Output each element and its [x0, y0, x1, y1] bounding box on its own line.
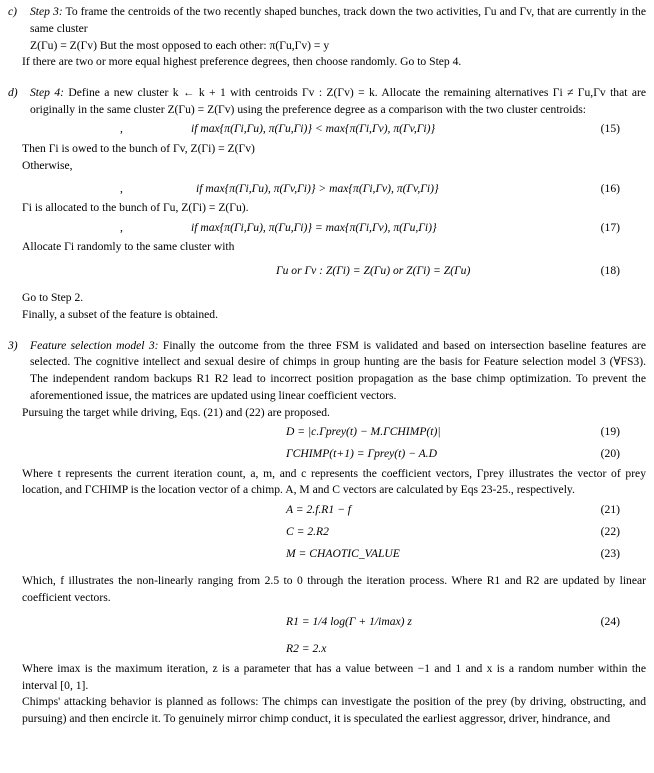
equation-21-expr: A = 2.f.R1 − f	[286, 502, 352, 516]
model3-pursuing: Pursuing the target while driving, Eqs. (21) and (22) are proposed.	[22, 405, 330, 419]
model3-which: Which, f illustrates the non-linearly ranging from 2.5 to 0 through the iteration process. Where R1 and R2 are updated by linear coefficient vectors.	[22, 574, 646, 604]
equation-19-expr: D = |c.Γprey(t) − M.ΓCHIMP(t)|	[286, 425, 441, 439]
equation-15-number: (15)	[600, 122, 620, 136]
equation-23	[8, 543, 646, 565]
equation-17: , if max{π(Γi,Γu), π(Γu,Γi)} = max{π(Γi,Γv), π(Γu,Γi)} (17)	[8, 217, 646, 239]
equation-17-expr: if max{π(Γi,Γu), π(Γu,Γi)} = max{π(Γi,Γv), π(Γu,Γi)}	[191, 220, 437, 234]
equation-24	[8, 607, 646, 639]
step-d-title: Step 4:	[30, 86, 64, 100]
equation-17-number: (17)	[600, 220, 620, 234]
equation-19	[8, 422, 646, 444]
equation-21-number: (21)	[600, 502, 620, 516]
step-c-line2: Z(Γu) = Z(Γv) But the most opposed to each other: π(Γu,Γv) = y	[30, 38, 330, 52]
equation-18-number: (18)	[600, 263, 620, 277]
equation-25	[8, 639, 646, 661]
equation-21	[8, 499, 646, 521]
step-d-otherwise: Otherwise,	[22, 158, 73, 172]
equation-16-expr: if max{π(Γi,Γu), π(Γv,Γi)} > max{π(Γi,Γv), π(Γv,Γi)}	[196, 181, 439, 195]
equation-16-number: (16)	[600, 181, 620, 195]
equation-16: , if max{π(Γi,Γu), π(Γv,Γi)} > max{π(Γi,Γv), π(Γv,Γi)} (16)	[8, 178, 646, 200]
equation-19-number: (19)	[600, 425, 620, 439]
step-c-title: Step 3:	[30, 5, 63, 18]
step-c-line3: If there are two or more equal highest preference degrees, then choose randomly. Go to Step 4.	[22, 55, 462, 69]
equation-25-expr: R2 = 2.x	[286, 642, 327, 656]
equation-18-expr: Γu or Γv : Z(Γi) = Z(Γu) or Z(Γi) = Z(Γu)	[276, 263, 471, 277]
step-d-alloc-random: Allocate Γi randomly to the same cluster with	[22, 240, 235, 254]
step-c-body	[30, 4, 646, 38]
equation-20	[8, 444, 646, 466]
step-d-text: Define a new cluster k ← k + 1 with centroids Γv : Z(Γv) = k. Allocate the remaining alternatives Γi ≠ Γu,Γv that are originally in the same cluster Z(Γu) = Z(Γv) using the preference degree as a comparison with the two cluster centroids:	[30, 86, 646, 116]
equation-15: , if max{π(Γi,Γu), π(Γu,Γi)} < max{π(Γi,Γv), π(Γv,Γi)} (15)	[8, 119, 646, 141]
step-d-section	[8, 85, 646, 119]
model3-body	[30, 338, 646, 405]
step-c-section	[8, 4, 646, 38]
model3-attack: Chimps' attacking behavior is planned as follows: The chimps can investigate the position of the prey (by driving, obstructing, and pursuing) and then encircle it. To genuinely mirror chimp conduct, it is speculated the earliest aggressor, driver, hindrance, and	[22, 695, 646, 726]
step-d-body	[30, 85, 646, 119]
equation-20-number: (20)	[600, 447, 620, 461]
equation-24-number: (24)	[600, 615, 620, 629]
equation-22	[8, 521, 646, 543]
equation-22-expr: C = 2.R2	[286, 524, 329, 538]
step-d-goto: Go to Step 2.	[22, 290, 84, 304]
step-d-label: d)	[8, 86, 18, 100]
equation-20-expr: ΓCHIMP(t+1) = Γprey(t) − A.D	[286, 447, 437, 461]
equation-18	[8, 260, 646, 282]
equation-15-expr: if max{π(Γi,Γu), π(Γu,Γi)} < max{π(Γi,Γv), π(Γv,Γi)}	[191, 122, 436, 136]
model3-title: Feature selection model 3:	[30, 338, 159, 352]
model3-where1: Where t represents the current iteration count, a, m, and c represents the coefficient vectors, Γprey illustrates the vector of prey location, and ΓCHIMP is the location vector of a chimp. A, M and C vectors are calculated by Eqs 23-25., respectively.	[22, 466, 646, 497]
equation-22-number: (22)	[600, 524, 620, 538]
model3-section	[8, 338, 646, 405]
equation-23-expr: M = CHAOTIC_VALUE	[286, 546, 400, 560]
step-d-then: Then Γi is owed to the bunch of Γv, Z(Γi) = Z(Γv)	[22, 141, 255, 155]
step-d-alloc-u: Γi is allocated to the bunch of Γu, Z(Γi) = Z(Γu).	[22, 201, 249, 215]
step-c-label: c)	[8, 5, 18, 18]
equation-23-number: (23)	[600, 546, 620, 560]
model3-text: Finally the outcome from the three FSM is validated and based on intersection baseline features are selected. The cognitive intellect and sexual desire of chimps in group hunting are the basis for Feature selection model 3 (∀FS3). The independent random backups R1 R2 lead to incorrect position propagation as the base chimp optimization. To prevent the aforementioned issue, the matrices are updated using linear coefficient vectors.	[30, 338, 646, 402]
model3-label: 3)	[8, 338, 18, 352]
step-d-finally: Finally, a subset of the feature is obtained.	[22, 307, 218, 321]
step-c-text: To frame the centroids of the two recently shaped bunches, track down the two activities, Γu and Γv, that are currently in the same cluster	[30, 5, 646, 35]
model3-where2: Where imax is the maximum iteration, z is a parameter that has a value between −1 and 1 and x is a random number within the interval [0, 1].	[22, 661, 646, 692]
equation-24-expr: R1 = 1/4 log(Γ + 1/imax) z	[286, 615, 412, 629]
